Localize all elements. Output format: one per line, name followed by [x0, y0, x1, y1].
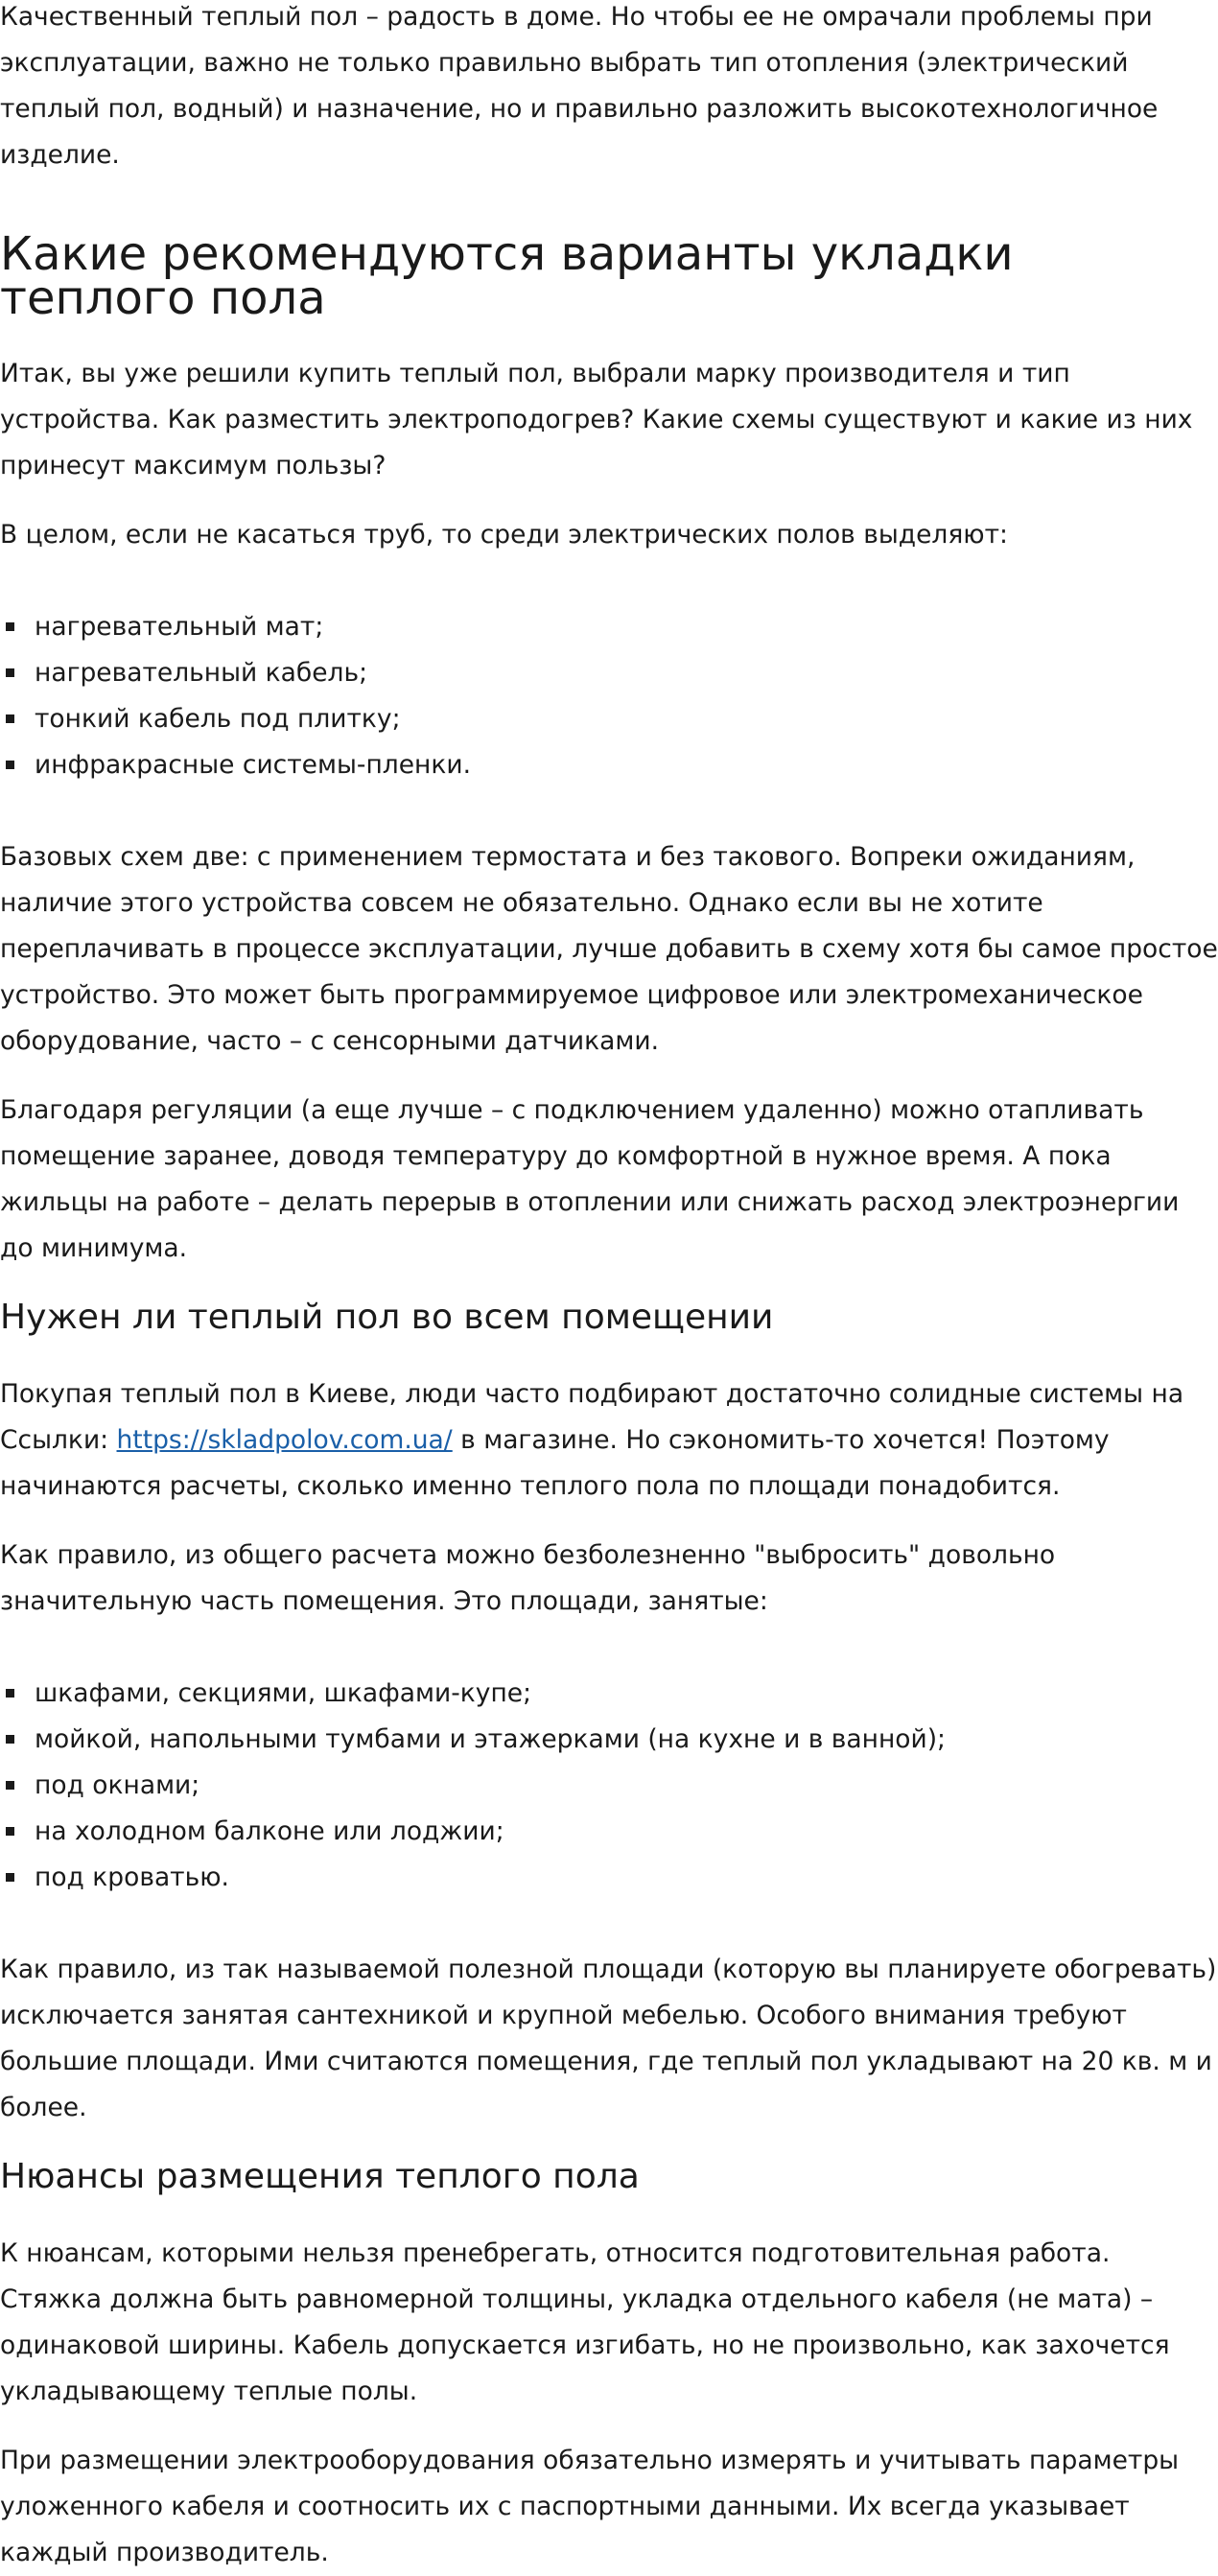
bullet-icon — [6, 622, 14, 631]
heading-whole-room: Нужен ли теплый пол во всем помещении — [0, 1298, 774, 1337]
list-electric-floor-types — [0, 604, 1218, 788]
list-excluded-areas — [0, 1671, 1218, 1901]
list-item — [0, 1855, 1218, 1901]
paragraph-preparation: К нюансам, которыми нельзя пренебрегать, относится подготовительная работа. Стяжка должна быть равномерной толщины, укладка отдельного кабеля (не мата) – одинаковой ширины. Кабель допускается изгибать, но не произвольно, как захочется укладывающему теплые полы. — [0, 2238, 1170, 2406]
bullet-icon — [6, 1873, 14, 1882]
list-item-text: инфракрасные системы-пленки. — [35, 750, 472, 780]
list-item-text: на холодном балконе или лоджии; — [35, 1816, 504, 1846]
list-item — [0, 650, 1218, 696]
list-item-text: под кроватью. — [35, 1862, 229, 1892]
list-item-text: мойкой, напольными тумбами и этажерками (на кухне и в ванной); — [35, 1724, 946, 1754]
list-item — [0, 1671, 1218, 1717]
bullet-icon — [6, 1735, 14, 1744]
paragraph-kiev-purchase — [0, 1371, 1218, 1510]
heading-nuances: Нюансы размещения теплого пола — [0, 2157, 640, 2196]
bullet-icon — [6, 1781, 14, 1790]
intro-paragraph: Качественный теплый пол – радость в доме. Но чтобы ее не омрачали проблемы при эксплуатации, важно не только правильно выбрать тип отопления (электрический теплый пол, водный) и назначение, но и правильно разложить высокотехнологичное изделие. — [0, 2, 1159, 170]
heading-layout-options: Какие рекомендуются варианты укладки теплого пола — [0, 227, 1014, 325]
list-item-text: шкафами, секциями, шкафами-купе; — [35, 1678, 532, 1708]
paragraph-useful-area: Как правило, из так называемой полезной площади (которую вы планируете обогревать) исключается занятая сантехникой и крупной мебелью. Особого внимания требуют большие площади. Ими считаются помещения, где теплый пол укладывают на 20 кв. м и более. — [0, 1955, 1217, 2122]
list-item-text: тонкий кабель под плитку; — [35, 704, 401, 734]
list-item-text: нагревательный кабель; — [35, 658, 368, 688]
paragraph-regulation: Благодаря регуляции (а еще лучше – с подключением удаленно) можно отапливать помещение заранее, доводя температуру до комфортной в нужное время. А пока жильцы на работе – делать перерыв в отоплении или снижать расход электроэнергии до минимума. — [0, 1095, 1180, 1263]
list-item — [0, 1763, 1218, 1809]
list-item — [0, 604, 1218, 650]
paragraph-text-before-link: Покупая теплый пол в Киеве, люди часто подбирают достаточно солидные системы на Ссылки: — [0, 1379, 1184, 1455]
bullet-icon — [6, 714, 14, 723]
paragraph-basic-schemes: Базовых схем две: с применением термостата и без такового. Вопреки ожиданиям, наличие этого устройства совсем не обязательно. Однако если вы не хотите переплачивать в процессе эксплуатации, лучше добавить в схему хотя бы самое простое устройство. Это может быть программируемое цифровое или электромеханическое оборудование, часто – с сенсорными датчиками. — [0, 842, 1218, 1056]
bullet-icon — [6, 1689, 14, 1698]
paragraph-measure-cable: При размещении электрооборудования обязательно измерять и учитывать параметры уложенного кабеля и соотносить их с паспортными данными. Их всегда указывает каждый производитель. — [0, 2446, 1180, 2567]
bullet-icon — [6, 668, 14, 677]
list-item — [0, 696, 1218, 742]
list-item-text: под окнами; — [35, 1770, 200, 1800]
list-item — [0, 742, 1218, 788]
skladpolov-link[interactable]: https://skladpolov.com.ua/ — [116, 1425, 453, 1455]
bullet-icon — [6, 761, 14, 769]
bullet-icon — [6, 1827, 14, 1836]
paragraph-electric-types-intro: В целом, если не касаться труб, то среди электрических полов выделяют: — [0, 520, 1008, 550]
paragraph-text-after-link: в магазине. Но сэкономить-то хочется! Поэтому начинаются расчеты, сколько именно теплого пола по площади понадобится. — [0, 1425, 1110, 1501]
list-item — [0, 1717, 1218, 1763]
list-item-text: нагревательный мат; — [35, 612, 324, 642]
list-item — [0, 1809, 1218, 1855]
paragraph-exclude-areas: Как правило, из общего расчета можно безболезненно "выбросить" довольно значительную часть помещения. Это площади, занятые: — [0, 1540, 1056, 1616]
paragraph-choose-system: Итак, вы уже решили купить теплый пол, выбрали марку производителя и тип устройства. Как разместить электроподогрев? Какие схемы существуют и какие из них принесут максимум пользы? — [0, 359, 1193, 480]
